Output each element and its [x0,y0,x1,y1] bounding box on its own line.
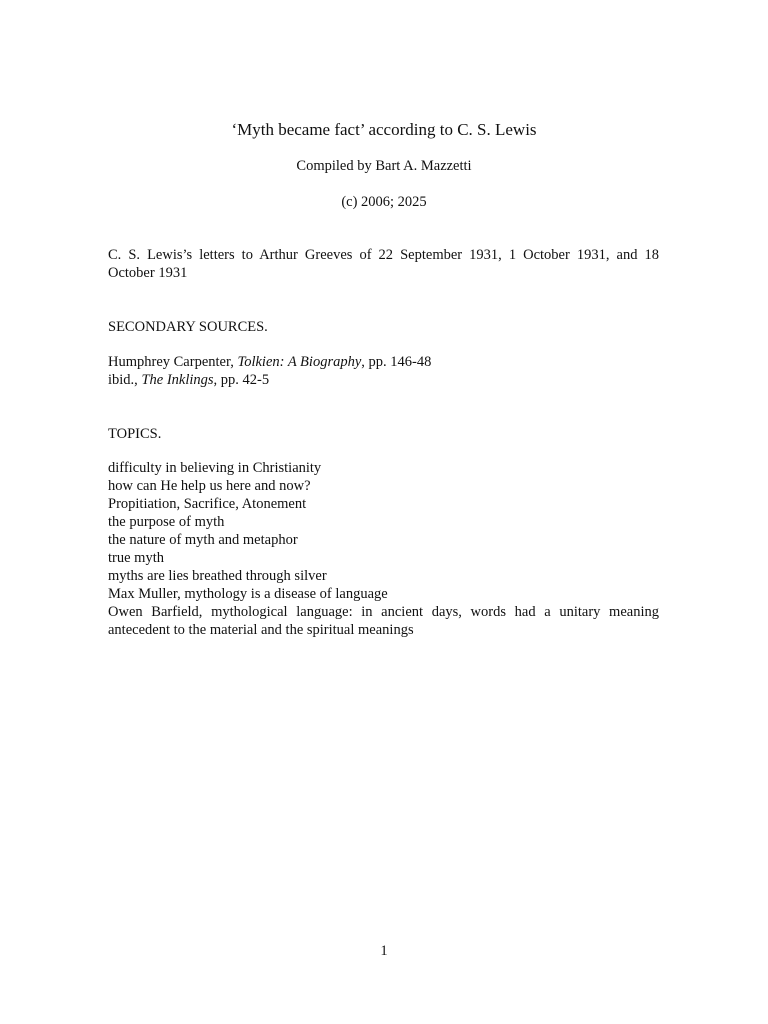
topic-item: Propitiation, Sacrifice, Atonement [108,496,307,512]
topic-item: the nature of myth and metaphor [108,532,298,548]
topic-item: Max Muller, mythology is a disease of language [108,586,388,602]
topic-item-barfield-line-1: Owen Barfield, mythological language: in ancient days, words had a unitary meaning [108,604,659,620]
secondary-sources-heading: SECONDARY SOURCES. [108,319,268,335]
compiled-by-line: Compiled by Bart A. Mazzetti [296,158,472,174]
letters-line-2: October 1931 [108,265,188,281]
source-author: Humphrey Carpenter, [108,354,238,370]
topic-item: difficulty in believing in Christianity [108,460,322,476]
topic-item: how can He help us here and now? [108,478,311,494]
source-pages: , pp. 146-48 [361,354,432,370]
topic-item-barfield-line-2: antecedent to the material and the spiritual meanings [108,622,414,638]
topics-heading: TOPICS. [108,426,162,442]
letters-line-1: C. S. Lewis’s letters to Arthur Greeves of 22 September 1931, 1 October 1931, and 18 [108,247,659,263]
source-pages: , pp. 42-5 [213,372,270,388]
topic-item: myths are lies breathed through silver [108,568,327,584]
topic-item: the purpose of myth [108,514,225,530]
letters-paragraph [108,246,659,282]
source-work-title: Tolkien: A Biography [237,354,362,370]
source-item [108,371,659,389]
source-item [108,353,659,371]
copyright-line: (c) 2006; 2025 [341,194,427,210]
topic-item: true myth [108,550,164,566]
source-author: ibid., [108,372,142,388]
document-title: ‘Myth became fact’ according to C. S. Lewis [231,120,537,139]
secondary-sources-list [108,353,659,389]
source-work-title: The Inklings [141,372,214,388]
topics-list [108,459,659,639]
page-number: 1 [380,943,388,959]
